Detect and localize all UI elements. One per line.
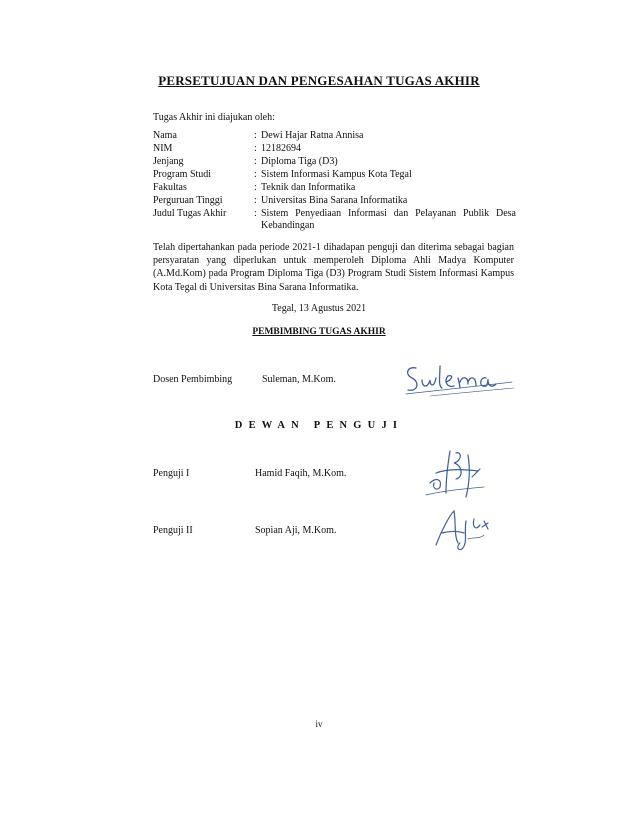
field-label: Program Studi	[153, 169, 212, 180]
pembimbing-name: Suleman, M.Kom.	[262, 374, 336, 385]
field-value: Teknik dan Informatika	[261, 182, 356, 193]
field-value: Sistem Informasi Kampus Kota Tegal	[261, 169, 412, 180]
field-label: Jenjang	[153, 156, 184, 167]
field-label: Perguruan Tinggi	[153, 195, 223, 206]
page-number: iv	[315, 719, 323, 729]
field-value: Sistem Penyediaan Informasi dan Pelayanan Publik Desa Kebandingan	[261, 208, 516, 231]
pembimbing-heading: PEMBIMBING TUGAS AKHIR	[252, 327, 386, 337]
penguji-1-name: Hamid Faqih, M.Kom.	[255, 468, 347, 479]
intro-text: Tugas Akhir ini diajukan oleh:	[153, 112, 275, 123]
penguji-2-role: Penguji II	[153, 525, 193, 536]
approval-paragraph: Telah dipertahankan pada periode 2021-1 dihadapan penguji dan diterima sebagai bagian persyaratan yang diperlukan untuk memperoleh Diploma Ahli Madya Komputer (A.Md.Kom) pada Program Diploma Tiga (D3) Program Studi Sistem Informasi Kampus Kota Tegal di Universitas Bina Sarana Informatika.	[153, 242, 514, 293]
dewan-penguji-heading: DEWAN PENGUJI	[234, 420, 404, 431]
pembimbing-signature	[400, 360, 518, 400]
field-value: 12182694	[261, 143, 301, 154]
pembimbing-role: Dosen Pembimbing	[153, 374, 233, 385]
field-separator: :	[254, 169, 257, 180]
page-title: PERSETUJUAN DAN PENGESAHAN TUGAS AKHIR	[158, 73, 480, 88]
field-separator: :	[254, 156, 257, 167]
field-separator: :	[254, 143, 257, 154]
field-label: Fakultas	[153, 182, 187, 193]
field-separator: :	[254, 130, 257, 141]
penguji-2-signature	[428, 505, 498, 553]
field-label: Nama	[153, 130, 177, 141]
penguji-1-role: Penguji I	[153, 468, 190, 479]
field-label: NIM	[153, 143, 173, 154]
penguji-2-name: Sopian Aji, M.Kom.	[255, 525, 337, 536]
field-value: Diploma Tiga (D3)	[261, 156, 338, 167]
field-label: Judul Tugas Akhir	[153, 208, 227, 219]
field-separator: :	[254, 182, 257, 193]
field-value: Universitas Bina Sarana Informatika	[261, 195, 408, 206]
field-separator: :	[254, 208, 257, 219]
penguji-1-signature	[422, 447, 490, 503]
approval-date: Tegal, 13 Agustus 2021	[271, 303, 367, 314]
field-separator: :	[254, 195, 257, 206]
field-value: Dewi Hajar Ratna Annisa	[261, 130, 364, 141]
